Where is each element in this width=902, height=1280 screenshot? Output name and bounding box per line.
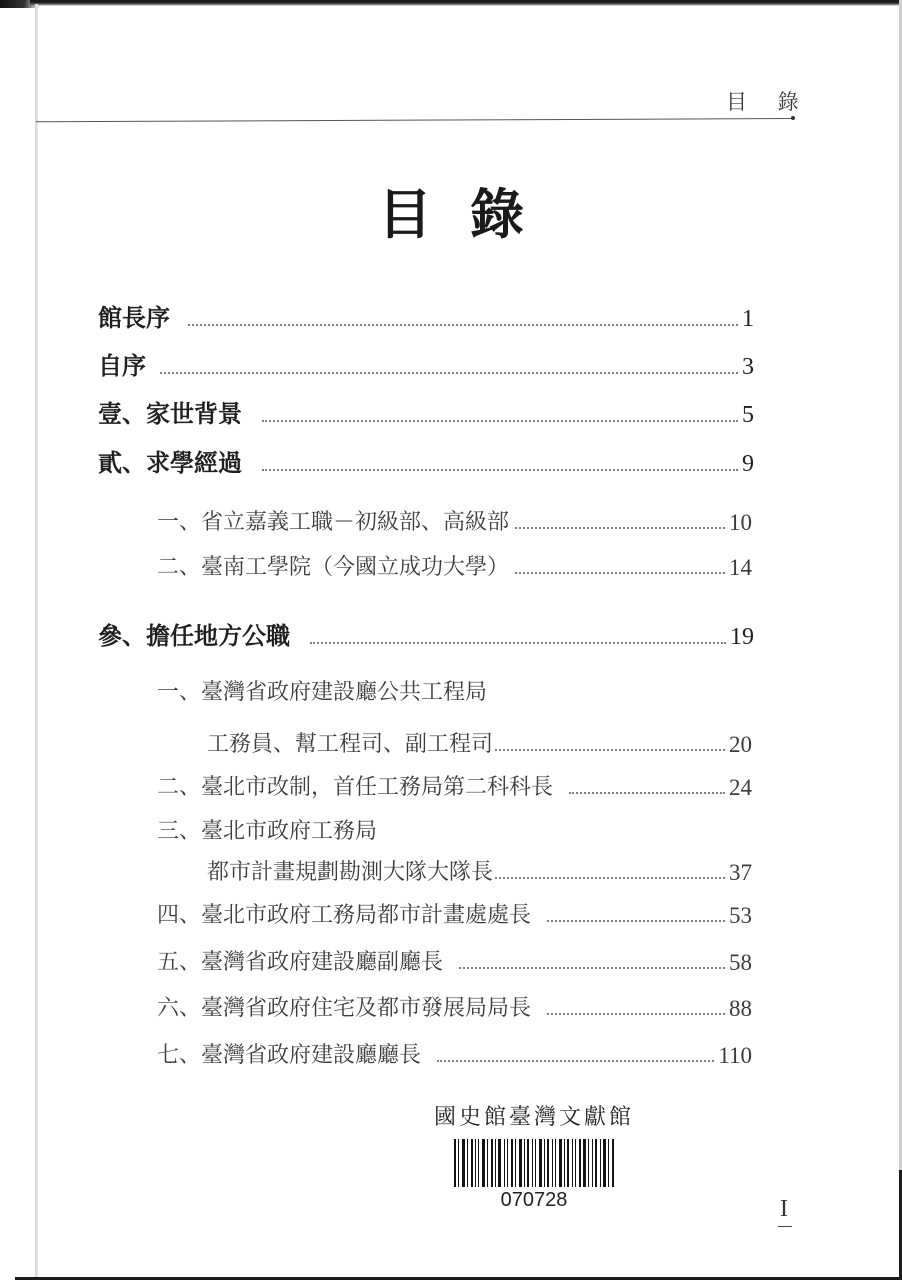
page-folio: I	[780, 1196, 788, 1222]
running-head: 目 錄	[726, 90, 811, 114]
dot-leader	[569, 792, 725, 794]
dot-leader	[262, 420, 738, 422]
toc-page-number: 10	[729, 510, 752, 535]
toc-label: 一、省立嘉義工職－初級部、高級部	[157, 510, 510, 535]
toc-entry-3-2[interactable]	[157, 770, 752, 801]
toc-page-number: 1	[742, 306, 754, 332]
toc-entry-3-6[interactable]	[157, 991, 752, 1022]
dot-leader	[495, 749, 725, 751]
dot-leader	[262, 469, 738, 471]
toc-label: 二、臺北市改制，首任工務局第二科科長	[157, 775, 554, 800]
toc-page-number: 58	[729, 950, 752, 975]
toc-label: 參、擔任地方公職	[98, 621, 290, 650]
toc-label: 二、臺南工學院（今國立成功大學）	[157, 555, 510, 580]
dot-leader	[437, 1060, 714, 1062]
toc-entry-chapter-2[interactable]	[98, 443, 754, 478]
dot-leader	[188, 324, 738, 326]
toc-entry-3-4[interactable]	[157, 898, 752, 929]
toc-entry-preface-director[interactable]	[98, 298, 754, 333]
toc-entry-3-3[interactable]	[207, 855, 752, 886]
toc-page-number: 88	[729, 996, 752, 1021]
toc-entry-3-7[interactable]	[157, 1038, 752, 1069]
toc-entry-3-1-line1: 一、臺灣省政府建設廳公共工程局	[157, 680, 488, 705]
toc-label: 七、臺灣省政府建設廳廳長	[157, 1043, 422, 1068]
toc-entry-3-1[interactable]	[207, 727, 752, 758]
toc-entry-2-1[interactable]	[157, 505, 752, 536]
toc-entry-3-5[interactable]	[157, 945, 752, 976]
toc-page-number: 19	[730, 624, 754, 650]
toc-page-number: 20	[729, 732, 752, 757]
toc-label: 都市計畫規劃勘測大隊大隊長	[207, 860, 494, 885]
toc-entry-3-3-line1: 三、臺北市政府工務局	[157, 819, 378, 844]
barcode-number: 070728	[500, 1189, 568, 1211]
toc-page-number: 3	[742, 354, 754, 380]
toc-label: 五、臺灣省政府建設廳副廳長	[157, 950, 444, 975]
toc-page-number: 5	[742, 402, 754, 428]
dot-leader	[515, 572, 725, 574]
toc-entry-preface-author[interactable]	[98, 346, 754, 381]
toc-label: 貳、求學經過	[98, 448, 242, 477]
dot-leader	[515, 527, 725, 529]
scan-edge-top	[30, 0, 902, 6]
barcode	[454, 1139, 614, 1187]
toc-page-number: 9	[742, 451, 754, 477]
header-rule-end-dot	[791, 116, 795, 120]
toc-page-number: 14	[729, 555, 752, 580]
header-rule	[36, 118, 794, 122]
library-stamp	[434, 1100, 634, 1212]
toc-label: 六、臺灣省政府住宅及都市發展局局長	[157, 996, 532, 1021]
library-name: 國史館臺灣文獻館	[434, 1105, 635, 1130]
toc-entry-chapter-3[interactable]	[98, 616, 754, 651]
toc-label: 自序	[98, 351, 146, 380]
dot-leader	[160, 372, 738, 374]
dot-leader	[547, 920, 725, 922]
toc-entry-2-2[interactable]	[157, 550, 752, 581]
toc-page-number: 53	[729, 903, 752, 928]
toc-page-number: 110	[718, 1043, 752, 1068]
dot-leader	[495, 877, 725, 879]
toc-label: 四、臺北市政府工務局都市計畫處處長	[157, 903, 532, 928]
dot-leader	[459, 967, 725, 969]
toc-page-number: 24	[729, 775, 752, 800]
toc-label: 壹、家世背景	[98, 399, 242, 428]
dot-leader	[547, 1013, 725, 1015]
page-title: 目錄	[378, 182, 562, 246]
dot-leader	[310, 642, 726, 644]
toc-label: 館長序	[98, 303, 170, 332]
toc-entry-chapter-1[interactable]	[98, 394, 754, 429]
toc-page-number: 37	[729, 860, 752, 885]
toc-label: 工務員、幫工程司、副工程司	[207, 732, 494, 757]
folio-underline	[778, 1226, 792, 1227]
